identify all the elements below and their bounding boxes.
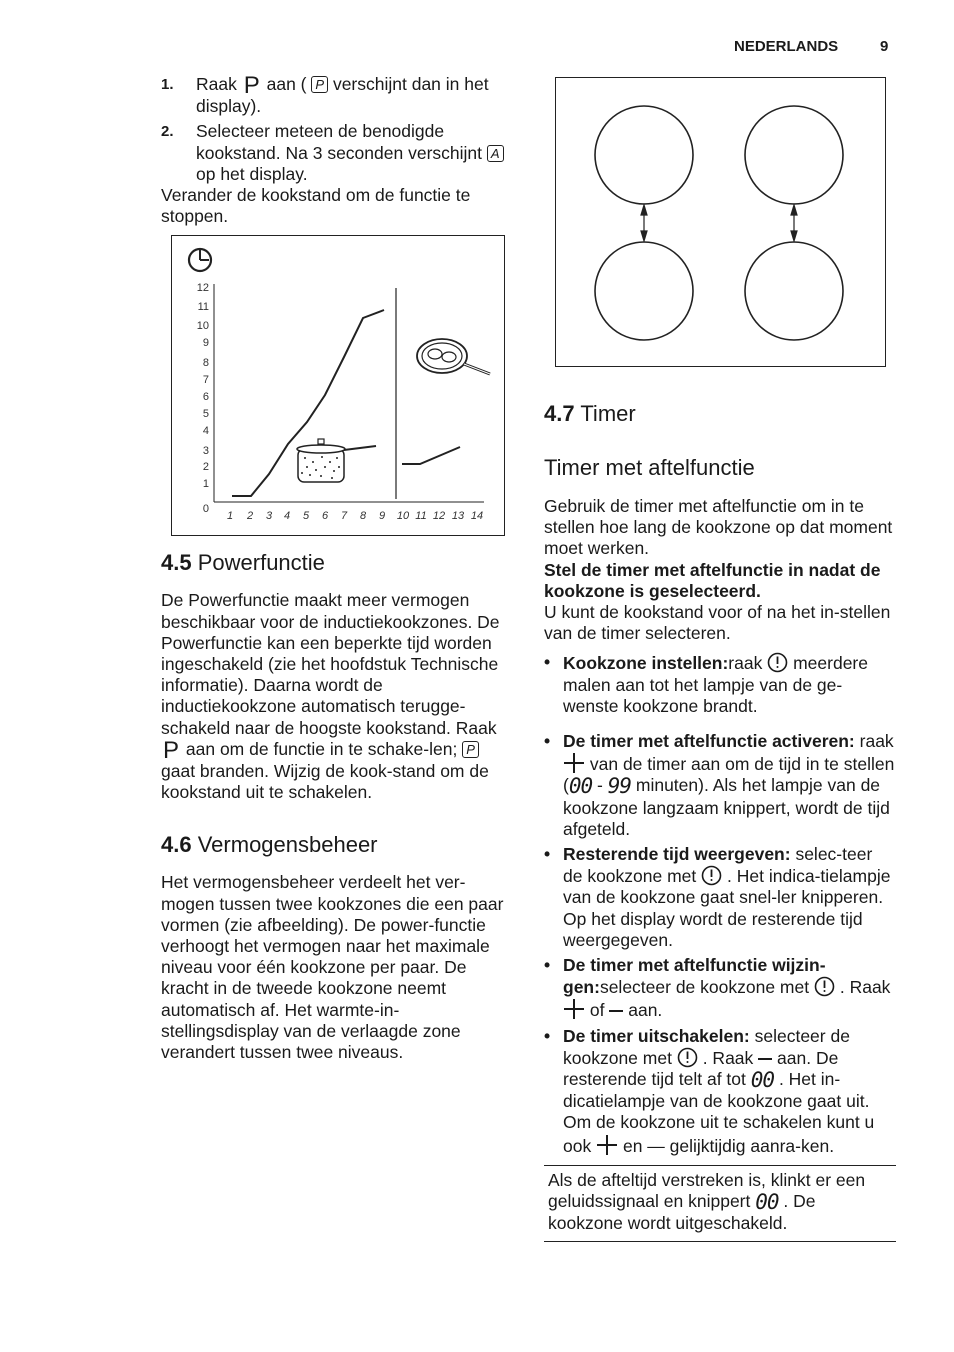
section-title: Vermogensbeheer <box>197 832 378 858</box>
power-p-icon: P <box>243 72 260 99</box>
body-text: De Powerfunctie maakt meer vermogen beschikbaar voor de inductiekookzones. De Powerfunctie kan een beperkte tijd worden ingeschakeld (zie het hoofdstuk Technische informatie). Daarna wordt de inductiekookzone automatisch terugge-schakeld naar de hoogste kookstand. Raak <box>161 590 500 738</box>
item-label: Resterende tijd weergeven: <box>563 844 791 865</box>
y-tick: 8 <box>202 357 209 369</box>
timer-intro-after: U kunt de kookstand voor of na het in-stellen van de timer selecteren. <box>544 602 891 644</box>
y-tick: 9 <box>202 337 209 349</box>
step-text: verschijnt dan in het display). <box>196 74 489 117</box>
body-text: gaat branden. Wijzig de kook-stand om de kookstand uit te schakelen. <box>161 761 489 803</box>
list-item <box>544 652 896 717</box>
power-p-icon: P <box>163 736 180 764</box>
x-tick: 11 <box>415 510 427 522</box>
timer-intro: Gebruik de timer met aftelfunctie om in te stellen hoe lang de kookzone op dat moment moet werken. <box>544 496 893 559</box>
section-number: 4.5 <box>161 550 192 576</box>
power-graph <box>172 236 504 535</box>
section-number: 4.6 <box>161 832 192 858</box>
item-text: van de timer aan om de tijd in te stellen ( <box>563 754 895 796</box>
x-tick: 8 <box>359 510 367 522</box>
plus-icon <box>563 752 585 774</box>
cooking-zone-rear-right <box>745 242 843 340</box>
plus-icon <box>563 998 585 1020</box>
step-number: 2. <box>161 123 174 141</box>
cooking-zone-front-right <box>745 106 843 204</box>
timer-intro-bold: Stel de timer met aftelfunctie in nadat de kookzone is geselecteerd. <box>544 559 881 601</box>
y-tick: 10 <box>196 320 209 332</box>
step-1 <box>161 74 513 117</box>
list-item <box>544 1026 896 1157</box>
item-text: . Het in-dicatielampje van de kookzone gaat uit. Om de kookzone uit te schakelen kunt u ook <box>563 1069 875 1156</box>
step-text: op het display. <box>196 163 308 184</box>
x-tick: 14 <box>470 510 484 522</box>
step-text: aan ( <box>266 74 307 94</box>
x-tick: 1 <box>226 510 234 522</box>
a-display-icon: A <box>487 145 504 162</box>
section-heading <box>544 400 896 428</box>
y-tick: 1 <box>202 478 209 490</box>
section-body <box>161 590 513 803</box>
item-text: . Raak <box>702 1047 754 1068</box>
item-text: - <box>597 775 603 796</box>
item-text: raak <box>859 731 894 752</box>
hob-diagram <box>556 78 885 366</box>
section-title: Powerfunctie <box>197 550 325 576</box>
header-language: NEDERLANDS <box>734 38 839 55</box>
item-text: meerdere malen aan tot het lampje van de ge-wenste kookzone brandt. <box>563 653 868 716</box>
y-tick: 0 <box>202 503 209 515</box>
segment-99: 99 <box>607 774 631 799</box>
y-tick: 3 <box>202 445 209 457</box>
segment-00: 00 <box>755 1190 779 1215</box>
timer-icon <box>677 1047 698 1068</box>
item-label: De timer met aftelfunctie activeren: <box>563 731 855 752</box>
left-column <box>161 74 513 1063</box>
p-display-icon: P <box>311 76 328 93</box>
y-tick: 5 <box>202 408 209 420</box>
section-title: Timer <box>580 401 636 426</box>
section-body: Het vermogensbeheer verdeelt het ver-mogen tussen twee kookzones die een paar vormen (zie afbeelding). De power-functie verhoogt het vermogen naar het maximale niveau voor één kookzone per paar. De kracht in de tweede kookzone neemt automatisch af. Het warmte-in-stellingsdisplay van de verlaagde zone verandert tussen twee niveaus. <box>161 872 504 1063</box>
plus-icon <box>596 1134 618 1156</box>
p-display-icon: P <box>462 741 479 758</box>
y-tick: 2 <box>202 461 209 473</box>
hob-zones-figure <box>555 77 886 367</box>
y-tick: 7 <box>202 374 209 386</box>
right-column <box>544 400 896 1242</box>
page-number: 9 <box>880 38 889 55</box>
x-tick: 12 <box>432 510 446 522</box>
clock-icon <box>189 249 211 271</box>
simmer-curve <box>402 447 460 464</box>
x-tick: 10 <box>396 510 410 522</box>
note-text: . De kookzone wordt uitgeschakeld. <box>548 1191 816 1234</box>
cooking-zone-front-left <box>595 106 693 204</box>
item-text: . Het indica-tielampje van de kookzone gaat snel-ler knipperen. Op het display wordt de resterende tijd weergegeven. <box>563 866 891 950</box>
minus-icon <box>758 1058 772 1060</box>
list-item <box>544 731 896 840</box>
y-tick: 6 <box>202 391 209 403</box>
step-text: Raak <box>196 74 237 94</box>
frying-pan-icon <box>417 339 490 374</box>
step-number: 1. <box>161 76 174 93</box>
item-text: aan. <box>628 1000 663 1021</box>
x-tick: 2 <box>246 510 254 522</box>
item-text: . Raak <box>839 977 891 998</box>
timer-icon <box>701 865 722 886</box>
timer-steps-list <box>544 652 896 1156</box>
item-text: selecteer de kookzone met <box>599 977 810 998</box>
item-text: minuten). Als het lampje van de kookzone langzaam knippert, wordt de tijd afgeteld. <box>563 775 890 839</box>
list-item <box>544 844 896 951</box>
cooking-zone-rear-left <box>595 242 693 340</box>
step-2 <box>161 121 513 185</box>
body-text: aan om de functie in te schake-len; <box>185 738 458 759</box>
step-text: Selecteer meteen de benodigde kookstand. Na 3 seconden verschijnt <box>196 121 482 163</box>
x-tick: 13 <box>451 510 465 522</box>
x-tick: 4 <box>283 510 291 522</box>
timer-icon <box>767 652 788 673</box>
item-label: De timer met aftelfunctie wijzin-gen: <box>563 955 826 998</box>
pot-icon <box>297 439 376 482</box>
x-tick: 7 <box>340 510 348 522</box>
segment-00: 00 <box>568 774 593 799</box>
y-tick: 4 <box>202 425 209 437</box>
power-graph-figure <box>171 235 505 536</box>
y-tick: 12 <box>196 282 209 294</box>
y-tick: 11 <box>197 301 209 313</box>
section-heading <box>161 831 513 859</box>
x-tick: 3 <box>265 510 273 522</box>
x-tick: 6 <box>321 510 329 522</box>
pair-arrow-right <box>791 205 797 241</box>
item-label: Kookzone instellen: <box>563 653 729 674</box>
x-tick: 9 <box>378 510 386 522</box>
item-label: De timer uitschakelen: <box>563 1025 750 1046</box>
steps-note: Verander de kookstand om de functie te stoppen. <box>161 185 471 227</box>
pair-arrow-left <box>641 205 647 241</box>
note-text: Als de afteltijd verstreken is, klinkt er een geluidssignaal en knippert <box>548 1169 866 1212</box>
item-text: selecteer de kookzone met <box>563 1025 850 1068</box>
item-text: raak <box>728 653 763 674</box>
timer-icon <box>814 976 835 997</box>
item-text: selec-teer de kookzone met <box>563 844 873 887</box>
item-text: aan. De resterende tijd telt af tot <box>563 1047 839 1090</box>
x-tick: 5 <box>302 510 310 522</box>
segment-00: 00 <box>750 1068 775 1093</box>
info-note <box>544 1165 896 1242</box>
item-text: of <box>589 1000 605 1021</box>
item-text: en — gelijktijdig aanra-ken. <box>622 1135 835 1156</box>
minus-icon <box>609 1010 623 1012</box>
section-number: 4.7 <box>544 401 575 426</box>
section-heading <box>161 549 513 577</box>
list-item <box>544 955 896 1022</box>
subsection-title: Timer met aftelfunctie <box>544 455 755 480</box>
